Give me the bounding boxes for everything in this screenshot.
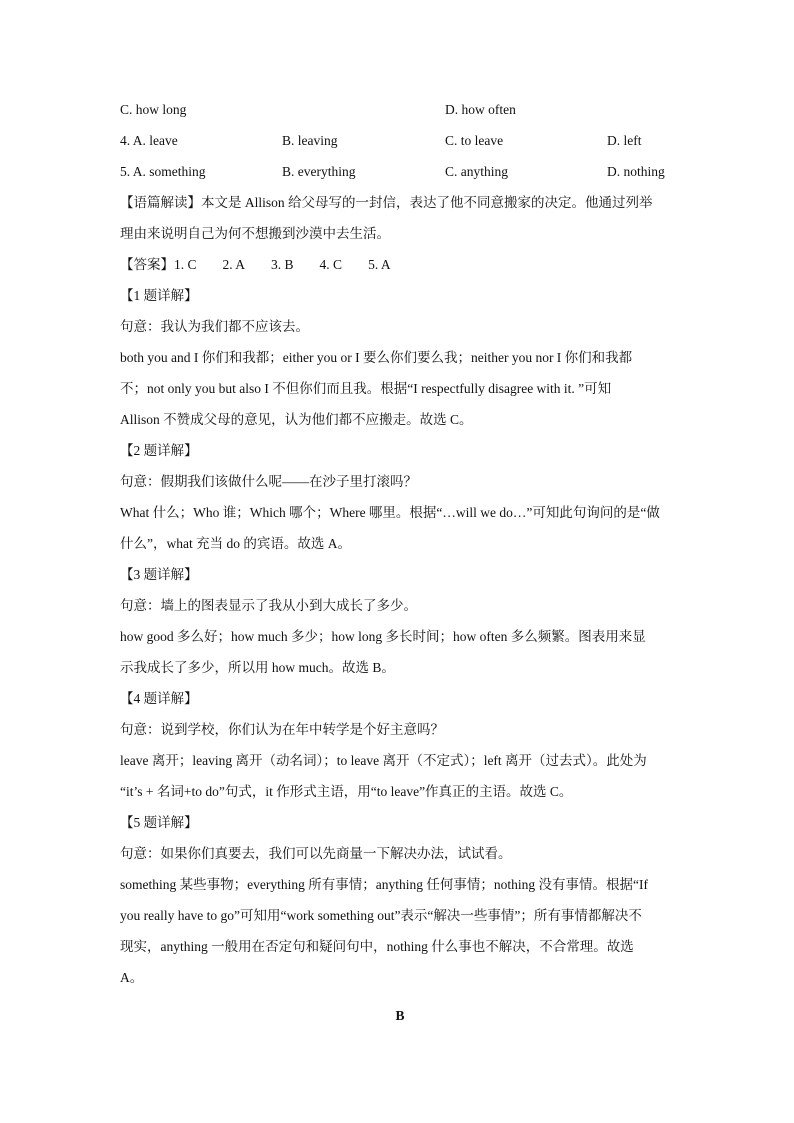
detail-3-heading: 【3 题详解】 — [120, 567, 198, 582]
detail-1-line: both you and I 你们和我都；either you or I 要么你们要么我；neither you nor I 你们和我都 — [120, 350, 633, 365]
answer-item: 1. C — [174, 257, 197, 272]
answer-key — [120, 255, 417, 275]
option-q5-b: B. everything — [282, 164, 356, 179]
option-q5-c: C. anything — [445, 164, 508, 179]
detail-3-line: 示我成长了多少，所以用 how much。故选 B。 — [120, 660, 395, 675]
option-q4-c: C. to leave — [445, 133, 504, 148]
detail-1-line: Allison 不赞成父母的意见，认为他们都不应搬走。故选 C。 — [120, 412, 473, 427]
option-q5-a: 5. A. something — [120, 164, 206, 179]
answer-item: 2. A — [222, 257, 246, 272]
option-q4-d: D. left — [607, 133, 642, 148]
answer-item: 5. A — [368, 257, 391, 272]
detail-5-line: 现实，anything 一般用在否定句和疑问句中，nothing 什么事也不解决，不合常理。故选 — [120, 939, 634, 954]
detail-3-line: 句意：墙上的图表显示了我从小到大成长了多少。 — [120, 598, 417, 613]
section-heading-b: B — [395, 1008, 405, 1023]
detail-3-line: how good 多么好；how much 多少；how long 多长时间；how often 多么频繁。图表用来显 — [120, 629, 646, 644]
answer-item: 4. C — [319, 257, 343, 272]
option-q3-c: C. how long — [120, 102, 187, 117]
detail-2-line: What 什么；Who 谁；Which 哪个；Where 哪里。根据“…will we do…”可知此句询问的是“做 — [120, 505, 660, 520]
passage-note-line-1: 【语篇解读】本文是 Allison 给父母写的一封信，表达了他不同意搬家的决定。他通过列举 — [120, 195, 653, 210]
detail-4-line: 句意：说到学校，你们认为在年中转学是个好主意吗？ — [120, 722, 444, 737]
answer-item: 3. B — [271, 257, 294, 272]
detail-5-heading: 【5 题详解】 — [120, 815, 198, 830]
detail-2-line: 句意：假期我们该做什么呢——在沙子里打滚吗？ — [120, 474, 417, 489]
option-q4-b: B. leaving — [282, 133, 338, 148]
detail-1-heading: 【1 题详解】 — [120, 288, 198, 303]
option-q5-d: D. nothing — [607, 164, 665, 179]
detail-2-line: 什么”，what 充当 do 的宾语。故选 A。 — [120, 536, 351, 551]
detail-4-heading: 【4 题详解】 — [120, 691, 198, 706]
option-q3-d: D. how often — [445, 102, 516, 117]
detail-4-line: “it’s + 名词+to do”句式，it 作形式主语，用“to leave”作真正的主语。故选 C。 — [120, 784, 573, 799]
answer-label: 【答案】 — [120, 257, 174, 272]
detail-5-line: A。 — [120, 970, 144, 985]
detail-2-heading: 【2 题详解】 — [120, 443, 198, 458]
detail-1-line: 不；not only you but also I 不但你们而且我。根据“I respectfully disagree with it. ”可知 — [120, 381, 612, 396]
detail-5-line: 句意：如果你们真要去，我们可以先商量一下解决办法，试试看。 — [120, 846, 512, 861]
detail-5-line: something 某些事物；everything 所有事情；anything 任何事情；nothing 没有事情。根据“If — [120, 877, 648, 892]
detail-4-line: leave 离开；leaving 离开（动名词）；to leave 离开（不定式）；left 离开（过去式）。此处为 — [120, 753, 647, 768]
option-q4-a: 4. A. leave — [120, 133, 178, 148]
detail-1-line: 句意：我认为我们都不应该去。 — [120, 319, 309, 334]
passage-note-line-2: 理由来说明自己为何不想搬到沙漠中去生活。 — [120, 226, 390, 241]
detail-5-line: you really have to go”可知用“work something out”表示“解决一些事情”；所有事情都解决不 — [120, 908, 642, 923]
